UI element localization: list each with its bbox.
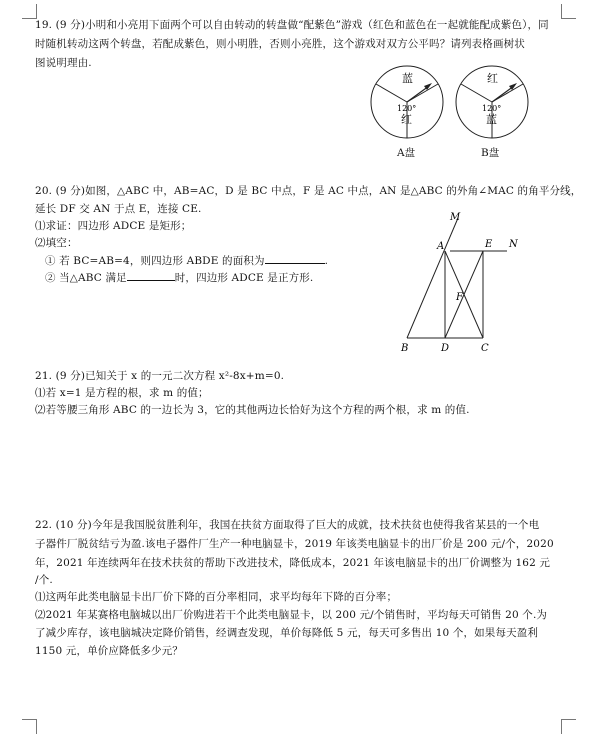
label-e: E <box>485 239 493 250</box>
spinner-disks-figure <box>360 60 560 160</box>
disk-b-angle: 120° <box>482 104 502 113</box>
label-c: C <box>481 343 489 354</box>
q19-text-line: 图说明理由. <box>35 57 92 69</box>
label-b: B <box>401 343 409 354</box>
q22-part-1: ⑴这两年此类电脑显卡出厂价下降的百分率相同，求平均每年下降的百分率； <box>35 591 398 603</box>
label-a: A <box>437 241 445 252</box>
fill-1-suffix: . <box>324 255 329 267</box>
disk-a-caption: A盘 <box>397 147 416 159</box>
q20-fill-1 <box>45 253 345 268</box>
q21-part-1: ⑴若 x=1 是方程的根，求 m 的值； <box>35 387 209 399</box>
fill-1-prefix: ① 若 BC=AB=4，则四边形 ABDE 的面积为 <box>45 255 265 267</box>
answer-blank-2[interactable] <box>127 270 175 281</box>
answer-blank-1[interactable] <box>265 253 325 264</box>
q22-text-line: 22. (10 分)今年是我国脱贫胜利年，我国在扶贫方面取得了巨大的成就，技术扶贫也使得我省某县的一个电 <box>35 519 540 531</box>
q22-text-line: 了减少库存，该电脑城决定降价销售，经调查发现，单价每降低 5 元，每天可多售出 10 个，如果每天盈利 <box>35 627 539 639</box>
disk-b-bottom-label: 蓝 <box>486 113 497 126</box>
label-n: N <box>509 239 518 250</box>
q22-text-line: 年，2021 年连续两年在技术扶贫的帮助下改进技术，降低成本，2021 年该电脑显卡的出厂价调整为 162 元 <box>35 557 551 569</box>
disk-b-top-label: 红 <box>487 72 498 85</box>
label-f: F <box>456 292 463 303</box>
page-corner-mark <box>22 719 37 734</box>
page-corner-mark <box>561 4 576 19</box>
q21-part-2: ⑵若等腰三角形 ABC 的一边长为 3，它的其他两边长恰好为这个方程的两个根，求 m 的值. <box>35 404 470 416</box>
q22-part-2: ⑵2021 年某赛格电脑城以出厂价购进若干个此类电脑显卡，以 200 元/个销售时，平均每天可销售 20 个.为 <box>35 609 548 621</box>
q20-part-1: ⑴求证：四边形 ADCE 是矩形； <box>35 220 192 232</box>
disk-b <box>456 66 528 138</box>
q20-part-2: ⑵填空： <box>35 237 78 249</box>
q21-text-line: 21. (9 分)已知关于 x 的一元二次方程 x²-8x+m=0. <box>35 370 285 382</box>
disk-a-angle: 120° <box>397 104 417 113</box>
q20-text-line: 20. (9 分)如图，△ABC 中，AB=AC，D 是 BC 中点，F 是 AC 中点，AN 是△ABC 的外角∠MAC 的角平分线， <box>35 185 582 197</box>
label-d: D <box>441 343 450 354</box>
page-corner-mark <box>22 4 37 19</box>
page-corner-mark <box>561 719 576 734</box>
q22-text-line: 子器件厂脱贫结亏为盈.该电子器件厂生产一种电脑显卡，2019 年该类电脑显卡的出厂价是 200 元/个，2020 <box>35 538 554 550</box>
q20-text-line: 延长 DF 交 AN 于点 E，连接 CE. <box>35 203 202 215</box>
q19-text-line: 19. (9 分)小明和小亮用下面两个可以自由转动的转盘做“配紫色”游戏（红色和蓝色在一起就能配成紫色），同 <box>35 19 549 31</box>
fill-2-prefix: ② 当△ABC 满足 <box>45 272 127 284</box>
geometry-figure <box>395 208 535 358</box>
q19-text-line: 时随机转动这两个转盘，若配成紫色，则小明胜，否则小亮胜，这个游戏对双方公平吗？请列表格画树状 <box>35 38 525 50</box>
q22-text-line: 1150 元，单价应降低多少元？ <box>35 645 183 657</box>
q20-fill-2 <box>45 270 345 285</box>
label-m: M <box>450 212 461 223</box>
disk-a-top-label: 蓝 <box>402 72 413 85</box>
q22-text-line: /个. <box>35 574 53 586</box>
fill-2-suffix: 时，四边形 ADCE 是正方形. <box>174 272 314 284</box>
disk-b-caption: B盘 <box>481 147 500 159</box>
disk-a <box>371 66 443 138</box>
disk-a-bottom-label: 红 <box>401 113 412 126</box>
